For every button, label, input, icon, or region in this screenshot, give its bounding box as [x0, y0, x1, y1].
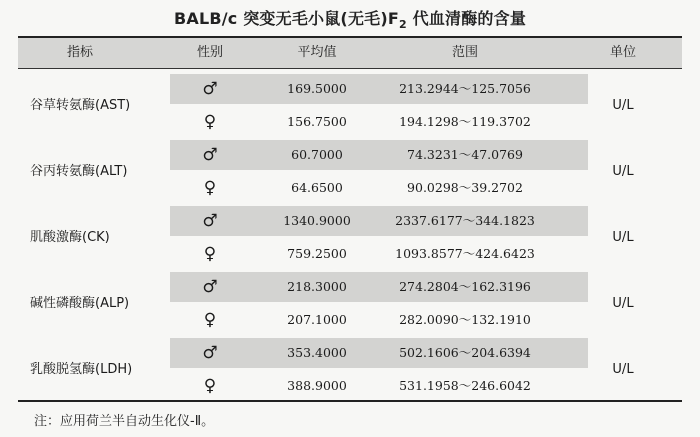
- sex-symbol: ♀: [203, 376, 217, 396]
- range-value: 213.2944～125.7056: [399, 81, 531, 96]
- bottom-rule: [18, 400, 682, 402]
- sex-symbol: ♂: [202, 211, 218, 231]
- range-value: 1093.8577～424.6423: [395, 246, 535, 261]
- title-prefix: BALB/c 突变无毛小鼠(无毛)F: [173, 9, 399, 28]
- mean-value: 353.4000: [287, 345, 347, 360]
- group-name: 谷丙转氨酶(ALT): [30, 163, 128, 179]
- mean-value: 64.6500: [291, 180, 343, 195]
- header-indicator: 指标: [66, 45, 93, 60]
- range-value: 274.2804～162.3196: [399, 279, 531, 294]
- group-name: 碱性磷酸酶(ALP): [30, 295, 130, 311]
- range-value: 2337.6177～344.1823: [395, 213, 535, 228]
- mean-value: 388.9000: [287, 378, 347, 393]
- mean-value: 169.5000: [287, 81, 347, 96]
- table-title: [0, 6, 700, 31]
- group-unit: U/L: [612, 295, 634, 311]
- sex-symbol: ♀: [203, 112, 217, 132]
- header-rule: [18, 68, 682, 69]
- sex-symbol: ♂: [202, 79, 218, 99]
- range-value: 194.1298～119.3702: [399, 114, 531, 129]
- sex-symbol: ♀: [203, 178, 217, 198]
- mean-value: 156.7500: [287, 114, 347, 129]
- group-name: 谷草转氨酶(AST): [30, 97, 131, 113]
- sex-symbol: ♀: [203, 244, 217, 264]
- mean-value: 1340.9000: [283, 213, 351, 228]
- sex-symbol: ♂: [202, 277, 218, 297]
- group-name: 乳酸脱氢酶(LDH): [30, 361, 133, 377]
- sex-symbol: ♂: [202, 145, 218, 165]
- group-unit: U/L: [612, 361, 634, 377]
- range-value: 502.1606～204.6394: [399, 345, 531, 360]
- header-mean: 平均值: [297, 45, 337, 60]
- header-sex: 性别: [196, 45, 223, 60]
- range-value: 282.0090～132.1910: [399, 312, 531, 327]
- header-range: 范围: [451, 45, 478, 60]
- title-subscript: 2: [399, 18, 407, 32]
- header-unit: 单位: [609, 45, 636, 60]
- mean-value: 207.1000: [287, 312, 347, 327]
- group-name: 肌酸激酶(CK): [30, 229, 110, 245]
- group-unit: U/L: [612, 97, 634, 113]
- range-value: 531.1958～246.6042: [399, 378, 531, 393]
- range-value: 90.0298～39.2702: [407, 180, 523, 195]
- mean-value: 218.3000: [287, 279, 347, 294]
- range-value: 74.3231～47.0769: [407, 147, 523, 162]
- mean-value: 60.7000: [291, 147, 343, 162]
- group-unit: U/L: [612, 163, 634, 179]
- group-unit: U/L: [612, 229, 634, 245]
- sex-symbol: ♀: [203, 310, 217, 330]
- sex-symbol: ♂: [202, 343, 218, 363]
- table-note: 注：应用荷兰半自动生化仪-Ⅱ。: [34, 414, 215, 429]
- mean-value: 759.2500: [287, 246, 347, 261]
- title-suffix: 代血清酶的含量: [406, 9, 527, 28]
